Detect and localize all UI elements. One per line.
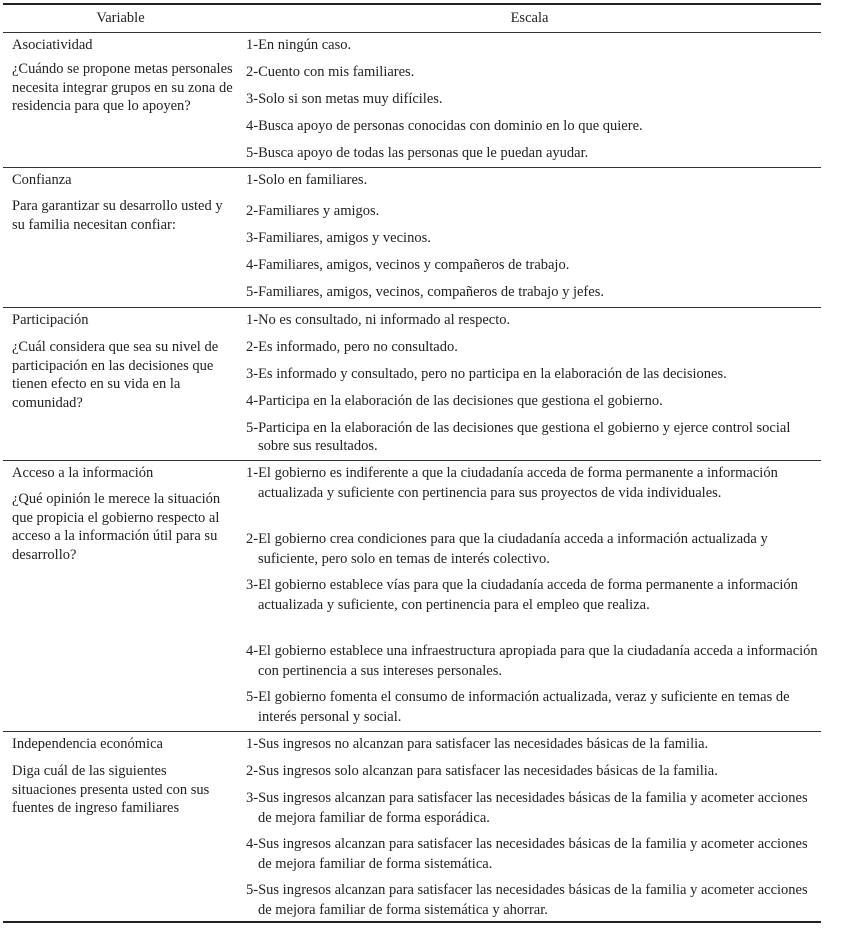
scale-option: 3-Solo si son metas muy difíciles. [246, 91, 443, 107]
scale-option: 3-Familiares, amigos y vecinos. [246, 230, 431, 246]
variable-question: ¿Cuándo se propone metas personales necesita integrar grupos en su zona de residencia para que lo apoyen? [12, 61, 233, 114]
header-scale: Escala [510, 10, 549, 26]
scale-cell [240, 168, 821, 307]
table-row-asociatividad [3, 33, 821, 167]
scale-option: 4-Busca apoyo de personas conocidas con dominio en lo que quiere. [246, 118, 643, 134]
scale-option: 1-En ningún caso. [246, 37, 352, 53]
variable-name: Participación [12, 312, 89, 328]
scale-option: 5-Sus ingresos alcanzan para satisfacer las necesidades básicas de la familia y acometer acciones de mejora familiar de forma sistemática y ahorrar. [246, 882, 808, 918]
scale-option: 3-Sus ingresos alcanzan para satisfacer las necesidades básicas de la familia y acometer acciones de mejora familiar de forma esporádica. [246, 790, 808, 826]
scale-option: 4-Sus ingresos alcanzan para satisfacer las necesidades básicas de la familia y acometer acciones de mejora familiar de forma sistemática. [246, 836, 808, 872]
header-variable: Variable [96, 10, 145, 26]
variable-name: Asociatividad [12, 37, 93, 53]
scale-option: 4-El gobierno establece una infraestructura apropiada para que la ciudadanía acceda a información con pertinencia a sus intereses personales. [246, 643, 818, 679]
scale-option: 2-Sus ingresos solo alcanzan para satisfacer las necesidades básicas de la familia. [246, 763, 718, 779]
scale-cell [240, 308, 821, 460]
scale-option: 2-Familiares y amigos. [246, 203, 380, 219]
scale-option: 2-Cuento con mis familiares. [246, 64, 415, 80]
variable-name: Independencia económica [12, 736, 163, 752]
table-row-participacion [3, 308, 821, 460]
variables-scale-table [3, 3, 821, 923]
scale-option: 3-El gobierno establece vías para que la ciudadanía acceda de forma permanente a información actualizada y suficiente, con pertinencia para el empleo que realiza. [246, 577, 798, 613]
scale-option: 5-El gobierno fomenta el consumo de información actualizada, veraz y suficiente en temas de interés personal y social. [246, 689, 790, 725]
scale-option: 1-Sus ingresos no alcanzan para satisfacer las necesidades básicas de la familia. [246, 736, 709, 752]
variable-question: ¿Qué opinión le merece la situación que propicia el gobierno respecto al acceso a la información útil para su desarrollo? [12, 491, 221, 563]
scale-option: 1-No es consultado, ni informado al respecto. [246, 312, 511, 328]
table-row-confianza [3, 168, 821, 307]
variable-question: ¿Cuál considera que sea su nivel de participación en las decisiones que tienen efecto en su vida en la comunidad? [12, 339, 219, 411]
scale-option: 1-Solo en familiares. [246, 172, 368, 188]
variable-question: Diga cuál de las siguientes situaciones presenta usted con sus fuentes de ingreso familiares [12, 763, 210, 816]
scale-option: 1-El gobierno es indiferente a que la ciudadanía acceda de forma permanente a información actualizada y suficiente con pertinencia para sus proyectos de vida individuales. [246, 465, 778, 501]
bottom-rule [3, 921, 821, 923]
variable-name: Acceso a la información [12, 465, 154, 481]
variable-question: Para garantizar su desarrollo usted y su familia necesitan confiar: [12, 198, 223, 233]
scale-option: 4-Participa en la elaboración de las decisiones que gestiona el gobierno. [246, 393, 663, 409]
table-header [3, 5, 821, 32]
table-row-independencia-economica [3, 732, 821, 921]
scale-cell [240, 461, 821, 731]
scale-option: 2-El gobierno crea condiciones para que la ciudadanía acceda a información actualizada y suficiente, pero solo en temas de interés colectivo. [246, 531, 768, 567]
variable-cell [3, 461, 240, 731]
scale-option: 5-Participa en la elaboración de las decisiones que gestiona el gobierno y ejerce control social sobre sus resultados. [246, 420, 791, 454]
scale-option: 3-Es informado y consultado, pero no participa en la elaboración de las decisiones. [246, 366, 727, 382]
variable-cell [3, 308, 240, 460]
scale-option: 5-Familiares, amigos, vecinos, compañeros de trabajo y jefes. [246, 284, 604, 300]
variable-cell [3, 33, 240, 167]
scale-option: 5-Busca apoyo de todas las personas que le puedan ayudar. [246, 145, 589, 161]
variable-name: Confianza [12, 172, 72, 188]
scale-option: 2-Es informado, pero no consultado. [246, 339, 458, 355]
scale-option: 4-Familiares, amigos, vecinos y compañeros de trabajo. [246, 257, 570, 273]
scale-cell [240, 33, 821, 167]
table-row-acceso-informacion [3, 461, 821, 731]
scale-cell [240, 732, 821, 921]
variable-cell [3, 168, 240, 307]
variable-cell [3, 732, 240, 921]
